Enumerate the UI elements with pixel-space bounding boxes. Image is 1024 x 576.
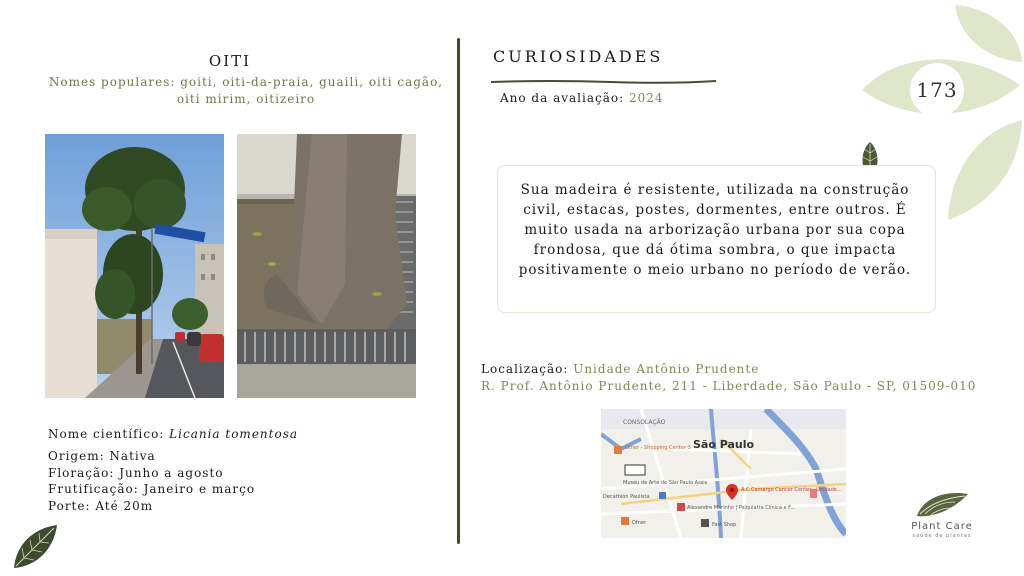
map-poi-clinic: Alexandre Marinho | Psiquiatra Clínica e F... — [687, 505, 795, 511]
size: Porte: Até 20m — [48, 498, 154, 513]
map-poi-hospital: A.C.Camargo Cancer Center - Unidade... — [741, 487, 842, 493]
popular-names: Nomes populares: goiti, oiti-da-praia, guaili, oiti cagão, oiti mirim, oitizeiro — [48, 75, 444, 106]
brand-name: Plant Care — [911, 521, 973, 532]
evaluation-year — [500, 91, 664, 105]
brand-tagline: saúde de plantas — [912, 533, 972, 539]
flowering: Floração: Junho a agosto — [48, 465, 224, 480]
location — [481, 361, 976, 395]
leaf-icon — [10, 522, 60, 576]
location-map[interactable] — [601, 409, 846, 538]
year-label: Ano da avaliação: — [500, 91, 625, 105]
scientific-name: Licania tomentosa — [169, 427, 299, 441]
plant-care-logo-icon — [915, 488, 970, 524]
tree-photo — [45, 134, 224, 398]
map-poi-ofner: Ofner — [632, 520, 646, 526]
scientific-name-row — [48, 427, 298, 441]
map-poi-shopping: Ofner - Shopping Center 3 — [625, 445, 691, 451]
curiosity-text: Sua madeira é resistente, utilizada na construção civil, estacas, postes, dormentes, entre outros. É muito usada na arborização urbana por sua copa frondosa, que dá ótima sombra, o que impacta positivamente o meio urbano no período de verão. — [518, 182, 912, 278]
scientific-name-label: Nome científico: — [48, 427, 165, 441]
year-value: 2024 — [628, 91, 664, 105]
fruiting: Frutificação: Janeiro e março — [48, 482, 256, 496]
map-poi-fastshop: Fast Shop — [712, 522, 737, 528]
location-unit: Unidade Antônio Prudente — [573, 362, 760, 376]
plant-name: OITI — [208, 52, 252, 70]
plant-facts — [48, 448, 255, 514]
curiosities-title: CURIOSIDADES — [493, 47, 664, 66]
page-number: 173 — [916, 78, 958, 102]
title-underline — [491, 70, 716, 89]
origin: Origem: Nativa — [48, 449, 156, 463]
map-district: CONSOLAÇÃO — [623, 419, 666, 426]
trunk-photo — [237, 134, 416, 398]
map-city: São Paulo — [693, 438, 755, 451]
location-address: R. Prof. Antônio Prudente, 211 - Liberdade, São Paulo - SP, 01509-010 — [481, 379, 977, 393]
location-label: Localização: — [481, 362, 569, 376]
map-poi-decathlon: Decathlon Paulista — [603, 494, 650, 500]
vertical-divider — [457, 38, 460, 544]
map-poi-museum: Museu de Arte de São Paulo Assis — [623, 480, 708, 486]
